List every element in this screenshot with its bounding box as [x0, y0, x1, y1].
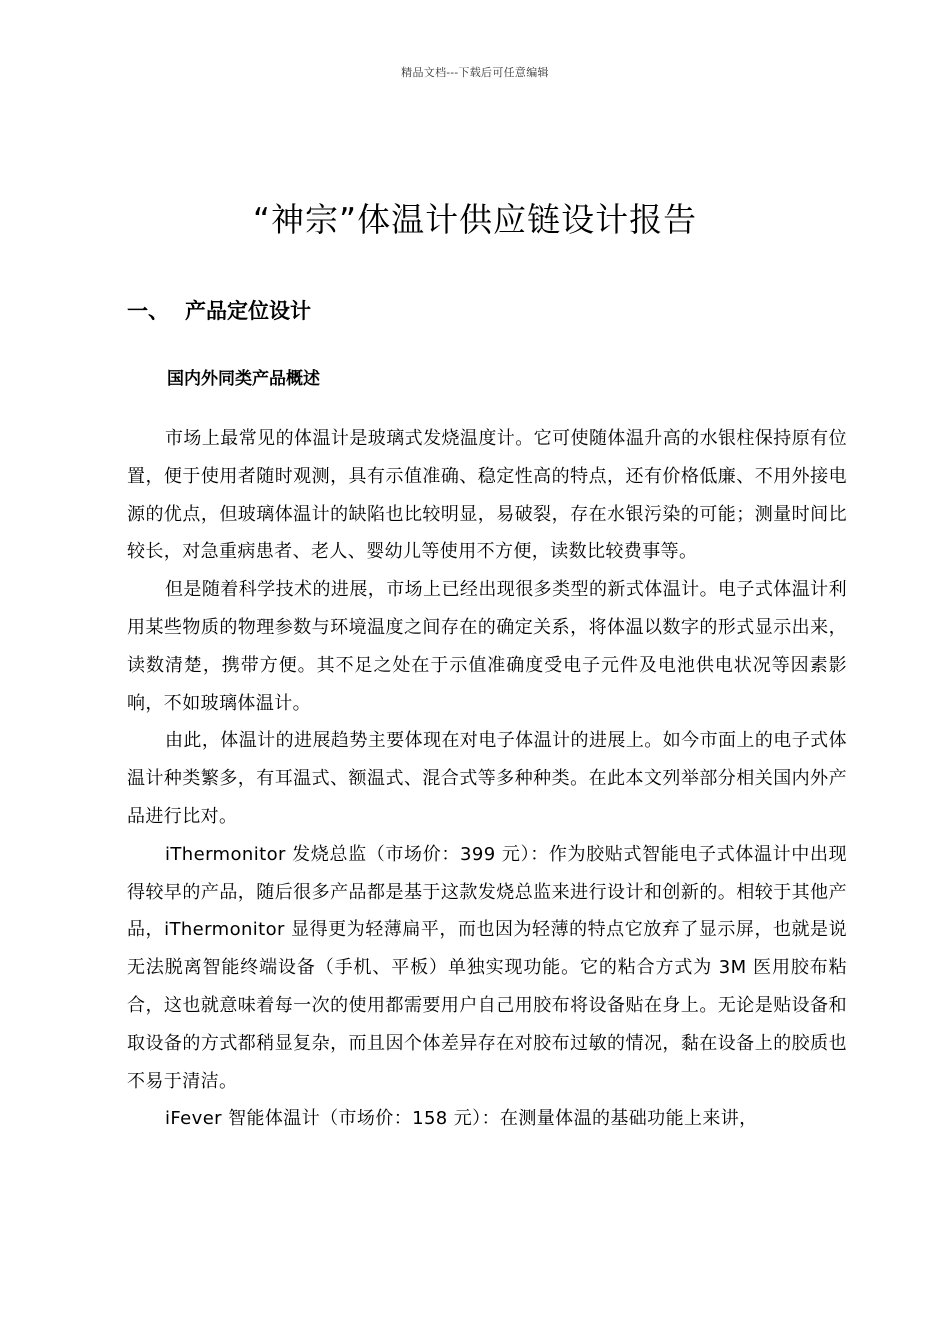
- section-title: 产品定位设计: [185, 299, 311, 323]
- paragraph: 由此，体温计的进展趋势主要体现在对电子体温计的进展上。如今市面上的电子式体温计种类繁多，有耳温式、额温式、混合式等多种种类。在此本文列举部分相关国内外产品进行比对。: [127, 730, 847, 827]
- paragraph: 市场上最常见的体温计是玻璃式发烧温度计。它可使随体温升高的水银柱保持原有位置，便于使用者随时观测，具有示值准确、稳定性高的特点，还有价格低廉、不用外接电源的优点，但玻璃体温计的缺陷也比较明显，易破裂，存在水银污染的可能；测量时间比较长，对急重病患者、老人、婴幼儿等使用不方便，读数比较费事等。: [127, 428, 847, 563]
- paragraph: iThermonitor 发烧总监（市场价：399 元）：作为胶贴式智能电子式体温计中出现得较早的产品，随后很多产品都是基于这款发烧总监来进行设计和创新的。相较于其他产品，iThermonitor 显得更为轻薄扁平，而也因为轻薄的特点它放弃了显示屏，也就是说无法脱离智能终端设备（手机、平板）单独实现功能。它的粘合方式为 3M 医用胶布粘合，这也就意味着每一次的使用都需要用户自己用胶布将设备贴在身上。无论是贴设备和取设备的方式都稍显复杂，而且因个体差异存在对胶布过敏的情况，黏在设备上的胶质也不易于清洁。: [127, 843, 847, 1092]
- header-note: 精品文档---下载后可任意编辑: [401, 66, 549, 79]
- subsection-heading: 国内外同类产品概述: [167, 369, 320, 389]
- section-heading: [127, 295, 311, 325]
- paragraph: 但是随着科学技术的进展，市场上已经出现很多类型的新式体温计。电子式体温计利用某些物质的物理参数与环境温度之间存在的确定关系，将体温以数字的形式显示出来，读数清楚，携带方便。其不足之处在于示值准确度受电子元件及电池供电状况等因素影响，不如玻璃体温计。: [127, 579, 847, 714]
- document-title: “神宗”体温计供应链设计报告: [252, 200, 698, 240]
- paragraph: iFever 智能体温计（市场价：158 元）：在测量体温的基础功能上来讲，: [165, 1108, 758, 1130]
- section-number: 一、: [127, 299, 169, 323]
- body-text: [127, 420, 847, 1138]
